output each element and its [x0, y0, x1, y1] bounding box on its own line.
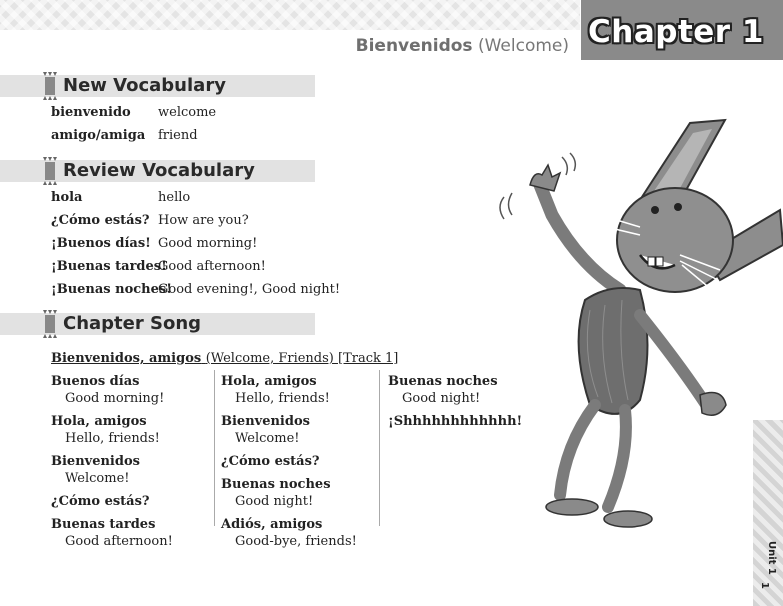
lyric-spanish: ¡Shhhhhhhhhhhh!: [388, 414, 523, 429]
vocab-definition: Good afternoon!: [158, 259, 266, 274]
vocab-definition: Good evening!, Good night!: [158, 282, 341, 297]
chapter-title: Chapter 1: [588, 14, 764, 50]
section-title-review-vocab: Review Vocabulary: [63, 160, 255, 181]
vocab-term: ¡Buenas tardes!: [51, 259, 167, 274]
diamond-ornament-icon: [43, 72, 57, 100]
page-heading: [356, 36, 569, 56]
lyric-line: [221, 516, 376, 550]
vocab-definition: Good morning!: [158, 236, 258, 251]
lyric-spanish: Adiós, amigos: [221, 517, 323, 532]
column-divider: [379, 370, 380, 526]
diamond-ornament-icon: [43, 310, 57, 338]
vocab-term: ¡Buenas noches!: [51, 282, 172, 297]
vocab-term: amigo/amiga: [51, 128, 146, 143]
lyric-english: Good night!: [235, 494, 314, 509]
page-heading-spanish: Bienvenidos: [355, 36, 473, 56]
lyric-line: [51, 413, 211, 447]
vocab-definition: friend: [158, 128, 198, 143]
song-title-english: (Welcome, Friends) [Track 1]: [205, 351, 399, 366]
section-title-new-vocab: New Vocabulary: [63, 75, 226, 96]
lyric-line: [221, 373, 376, 407]
lyric-line: [221, 413, 376, 447]
page-number: 1: [758, 582, 770, 589]
lyric-spanish: ¿Cómo estás?: [51, 494, 150, 509]
lyric-line: [51, 516, 211, 550]
lyric-line: [51, 493, 211, 510]
page-heading-english: (Welcome): [477, 36, 569, 56]
vocab-definition: How are you?: [158, 213, 249, 228]
song-title: [51, 351, 398, 366]
vocab-term: hola: [51, 190, 83, 205]
vocab-term: ¿Cómo estás?: [51, 213, 150, 228]
lyric-english: Good morning!: [65, 391, 165, 406]
lyric-spanish: Hola, amigos: [221, 374, 317, 389]
lyric-spanish: Buenos días: [51, 374, 140, 389]
diamond-ornament-icon: [43, 157, 57, 185]
lyric-line: [221, 453, 376, 470]
lyric-line: [51, 453, 211, 487]
lyric-spanish: Hola, amigos: [51, 414, 147, 429]
lyric-spanish: Buenas noches: [221, 477, 331, 492]
column-divider: [214, 370, 215, 526]
vocab-term: bienvenido: [51, 105, 131, 120]
decorative-header-band: [0, 0, 580, 30]
unit-side-tab: [753, 420, 783, 606]
section-title-chapter-song: Chapter Song: [63, 313, 202, 334]
lyric-english: Hello, friends!: [235, 391, 330, 406]
lyric-english: Welcome!: [235, 431, 300, 446]
lyric-line: [221, 476, 376, 510]
lyric-english: Good-bye, friends!: [235, 534, 357, 549]
unit-label: Unit 1: [766, 541, 777, 575]
lyric-spanish: Buenas noches: [388, 374, 498, 389]
rabbit-character-illustration: [490, 115, 783, 535]
lyric-english: Good night!: [402, 391, 481, 406]
vocab-definition: hello: [158, 190, 191, 205]
lyric-spanish: Buenas tardes: [51, 517, 156, 532]
vocab-term: ¡Buenos días!: [51, 236, 151, 251]
song-title-spanish: Bienvenidos, amigos: [51, 351, 202, 366]
song-lyrics-column-1: [51, 373, 211, 556]
vocab-definition: welcome: [158, 105, 217, 120]
song-lyrics-column-2: [221, 373, 376, 556]
lyric-english: Good afternoon!: [65, 534, 173, 549]
lyric-spanish: Bienvenidos: [221, 414, 310, 429]
lyric-spanish: Bienvenidos: [51, 454, 140, 469]
lyric-spanish: ¿Cómo estás?: [221, 454, 320, 469]
lyric-line: [51, 373, 211, 407]
lyric-english: Welcome!: [65, 471, 130, 486]
lyric-english: Hello, friends!: [65, 431, 160, 446]
